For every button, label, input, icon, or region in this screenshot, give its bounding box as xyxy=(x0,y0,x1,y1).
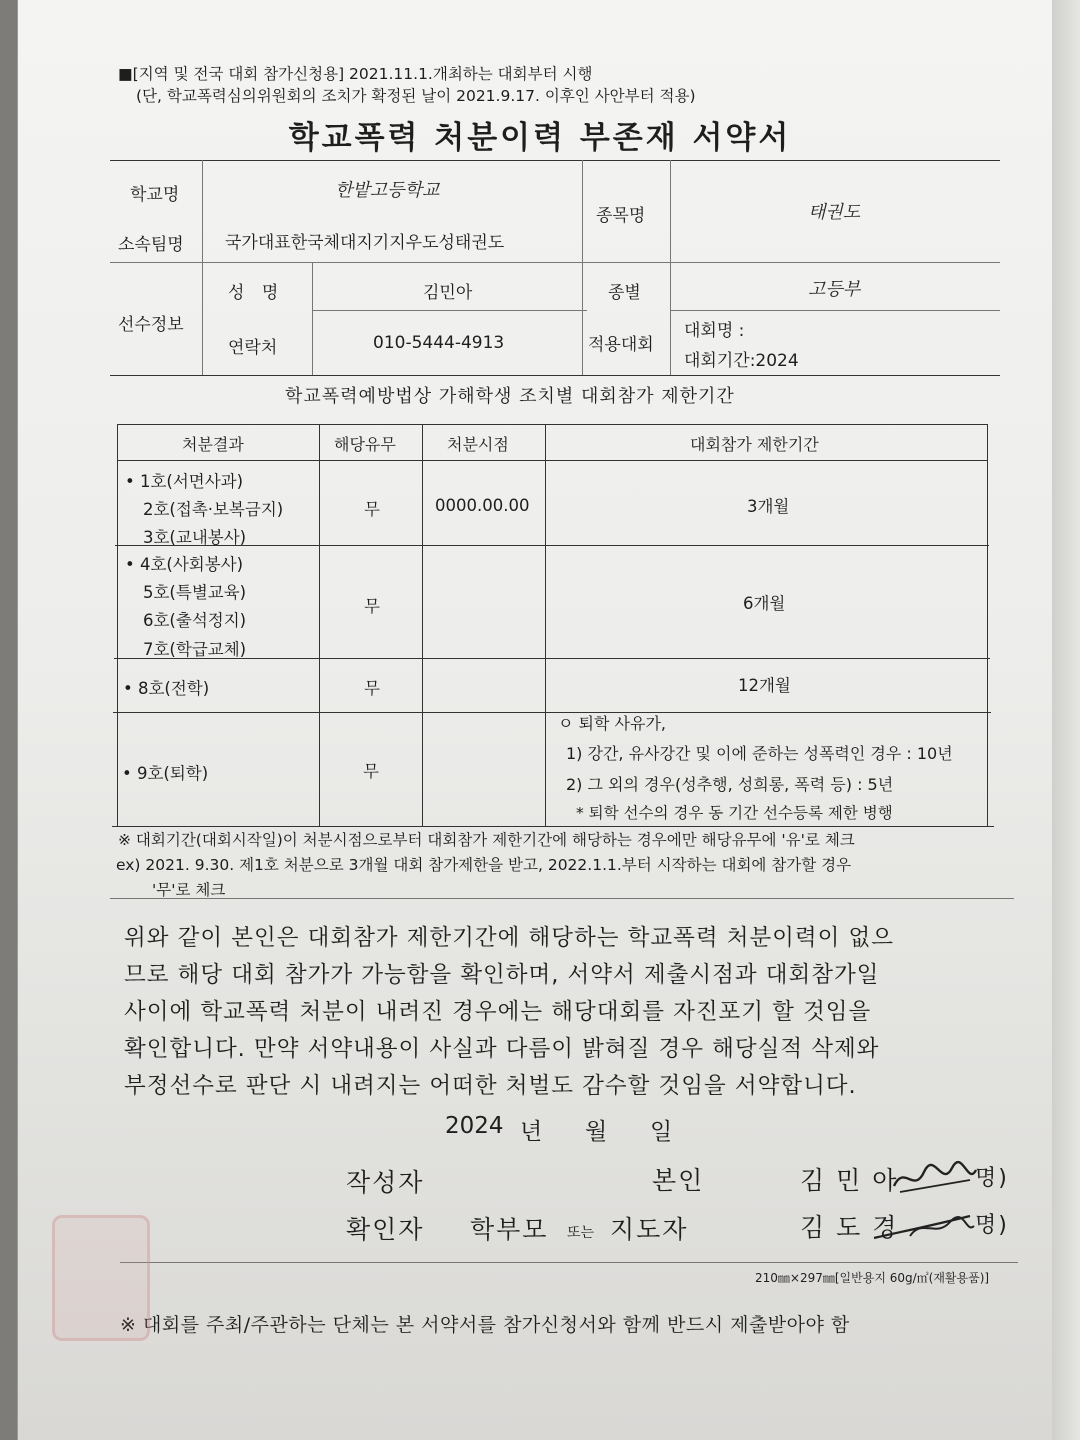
table-bottom-border xyxy=(112,826,994,827)
writer-sign-suffix: 명) xyxy=(975,1166,1009,1191)
table-row-1-border xyxy=(115,545,989,546)
date-year-unit: 년 xyxy=(520,1119,543,1145)
info-top-border xyxy=(110,160,1000,161)
table-col-3 xyxy=(545,424,546,826)
table-row-2-applicable: 무 xyxy=(364,597,380,616)
table-header-limit: 대회참가 제한기간 xyxy=(690,435,819,454)
event-label: 종목명 xyxy=(596,206,646,226)
meet-period: 대회기간:2024 xyxy=(684,351,799,371)
table-row-4-applicable: 무 xyxy=(363,762,379,781)
table-row-4-limit-line-3: 2) 그 외의 경우(성추행, 성희롱, 폭력 등) : 5년 xyxy=(566,775,894,794)
event-value: 태권도 xyxy=(808,202,861,223)
applied-meet-label: 적용대회 xyxy=(588,335,654,355)
table-row-3-applicable: 무 xyxy=(364,679,380,698)
adjacent-page-edge xyxy=(1052,0,1080,1440)
name-label: 성 명 xyxy=(228,283,285,303)
info-col-3 xyxy=(582,160,583,375)
pledge-line-2: 므로 해당 대회 참가가 가능함을 확인하며, 서약서 제출시점과 대회참가일 xyxy=(124,962,880,988)
paper-spec: 210㎜×297㎜[일반용지 60g/㎡(재활용품)] xyxy=(755,1271,990,1285)
table-row-2-item-2: 5호(특별교육) xyxy=(143,583,247,602)
writer-name: 김 민 아 xyxy=(800,1166,899,1195)
info-subrow-divider-b xyxy=(670,310,1000,311)
writer-role: 본인 xyxy=(652,1166,705,1195)
date-month-unit: 월 xyxy=(585,1119,608,1145)
document-title: 학교폭력 처분이력 부존재 서약서 xyxy=(288,120,792,156)
table-row-3-limit: 12개월 xyxy=(738,676,791,695)
note-line-3: '무'로 체크 xyxy=(152,881,226,899)
info-bottom-border xyxy=(110,375,1000,376)
table-row-3-item-1: • 8호(전학) xyxy=(123,679,210,698)
confirmer-or: 또는 xyxy=(567,1225,595,1241)
meet-name: 대회명 : xyxy=(684,321,745,341)
notice-line-1: ■[지역 및 전국 대회 참가신청용] 2021.11.1.개최하는 대회부터 시행 xyxy=(118,65,593,83)
contact-value: 010-5444-4913 xyxy=(373,333,505,353)
confirmer-role-parent: 학부모 xyxy=(470,1215,549,1244)
table-row-3-border xyxy=(113,712,991,713)
table-row-1-date: 0000.00.00 xyxy=(435,496,530,515)
info-subrow-divider-a xyxy=(312,310,587,311)
table-row-1-item-1: • 1호(서면사과) xyxy=(125,472,244,491)
note-line-1: ※ 대회기간(대회시작일)이 처분시점으로부터 대회참가 제한기간에 해당하는 경우에만 해당유무에 '유'로 체크 xyxy=(118,831,855,849)
faint-stamp-mark xyxy=(52,1215,150,1341)
table-row-4-limit-line-4: * 퇴학 선수의 경우 동 기간 선수등록 제한 병행 xyxy=(576,804,893,822)
table-top-border xyxy=(117,424,987,425)
info-col-2 xyxy=(312,262,313,375)
writer-signature xyxy=(890,1158,980,1198)
table-header-disposition: 처분결과 xyxy=(182,435,244,454)
notice-line-2: (단, 학교폭력심의위원회의 조치가 확정된 날이 2021.9.17. 이후인 사안부터 적용) xyxy=(136,87,696,105)
team-value: 국가대표한국체대지기지우도성태권도 xyxy=(225,233,505,253)
info-row-divider xyxy=(110,262,1000,263)
confirmer-name: 김 도 경 xyxy=(800,1213,899,1242)
notes-bottom-border xyxy=(110,898,1014,899)
confirmer-role-coach: 지도자 xyxy=(610,1215,689,1244)
table-col-1 xyxy=(319,424,320,826)
player-info-label: 선수정보 xyxy=(118,315,184,335)
name-value: 김민아 xyxy=(423,283,473,303)
table-row-2-item-3: 6호(출석정지) xyxy=(143,611,247,630)
table-row-1-applicable: 무 xyxy=(364,500,380,519)
pledge-line-5: 부정선수로 판단 시 내려지는 어떠한 처벌도 감수할 것임을 서약합니다. xyxy=(124,1073,857,1099)
note-line-2: ex) 2021. 9.30. 제1호 처분으로 3개월 대회 참가제한을 받고, 2022.1.1.부터 시작하는 대회에 참가할 경우 xyxy=(116,856,852,874)
footer-note: ※ 대회를 주최/주관하는 단체는 본 서약서를 참가신청서와 함께 반드시 제출받아야 함 xyxy=(120,1314,850,1336)
table-right-border xyxy=(987,424,988,826)
table-col-2 xyxy=(422,424,423,826)
school-label: 학교명 xyxy=(130,185,180,205)
table-row-2-item-1: • 4호(사회봉사) xyxy=(125,555,244,574)
table-row-4-limit-line-1: ㅇ 퇴학 사유가, xyxy=(558,714,666,733)
pledge-line-4: 확인합니다. 만약 서약내용이 사실과 다름이 밝혀질 경우 해당실적 삭제와 xyxy=(124,1036,880,1062)
date-year: 2024 xyxy=(445,1113,504,1139)
table-row-2-item-4: 7호(학급교체) xyxy=(143,640,247,659)
info-col-1 xyxy=(202,160,203,375)
contact-label: 연락처 xyxy=(228,338,278,358)
category-value: 고등부 xyxy=(808,279,861,300)
table-row-1-limit: 3개월 xyxy=(747,497,790,516)
school-value: 한밭고등학교 xyxy=(335,180,440,201)
section-title: 학교폭력예방법상 가해학생 조치별 대회참가 제한기간 xyxy=(285,386,735,407)
table-row-4-item-1: • 9호(퇴학) xyxy=(122,764,209,783)
date-day-unit: 일 xyxy=(650,1119,673,1145)
pledge-line-3: 사이에 학교폭력 처분이 내려진 경우에는 해당대회를 자진포기 할 것임을 xyxy=(124,999,872,1025)
table-row-2-limit: 6개월 xyxy=(743,594,786,613)
table-left-border xyxy=(117,424,118,826)
table-row-1-item-3: 3호(교내봉사) xyxy=(143,528,247,547)
writer-label: 작성자 xyxy=(346,1168,425,1197)
confirmer-label: 확인자 xyxy=(346,1215,425,1244)
table-header-applicable: 해당유무 xyxy=(334,435,396,454)
table-header-border xyxy=(117,460,987,461)
table-row-1-item-2: 2호(접촉·보복금지) xyxy=(143,500,284,519)
team-label: 소속팀명 xyxy=(118,235,184,255)
table-row-4-limit-line-2: 1) 강간, 유사강간 및 이에 준하는 성폭력인 경우 : 10년 xyxy=(566,744,953,763)
info-col-4 xyxy=(670,160,671,375)
table-header-date: 처분시점 xyxy=(447,435,509,454)
category-label: 종별 xyxy=(608,283,641,303)
signature-bottom-border xyxy=(120,1262,1018,1263)
confirmer-sign-suffix: 명) xyxy=(975,1213,1009,1238)
confirmer-signature xyxy=(870,1208,980,1248)
pledge-line-1: 위와 같이 본인은 대회참가 제한기간에 해당하는 학교폭력 처분이력이 없으 xyxy=(124,925,895,951)
